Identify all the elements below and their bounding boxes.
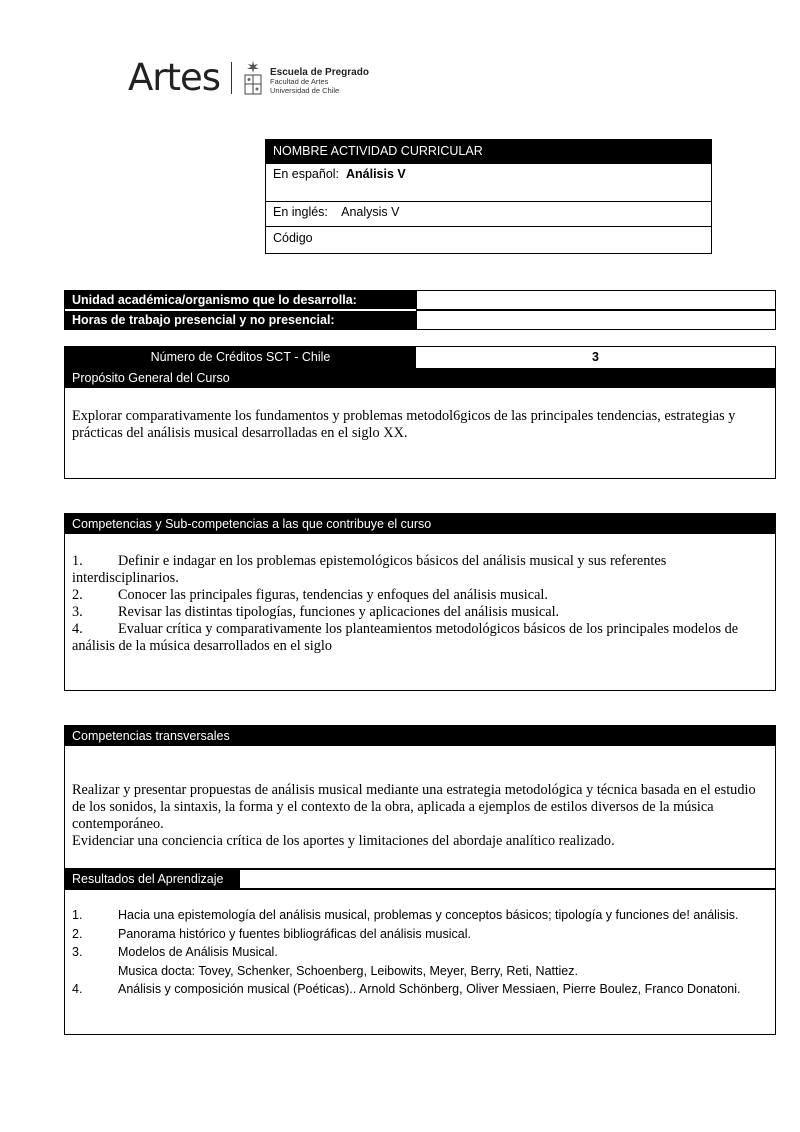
list-item: [72, 604, 769, 621]
item-number: 3.: [72, 945, 83, 959]
creditos-value: 3: [592, 350, 599, 364]
transversales-resultados-table: [64, 725, 776, 1035]
list-item: [72, 943, 769, 962]
ingles-label: En inglés:: [273, 205, 328, 219]
item-text: Panorama histórico y fuentes bibliográficas del análisis musical.: [118, 926, 471, 941]
resultados-list: [72, 906, 769, 999]
competencias-header: Competencias y Sub-competencias a las que contribuye el curso: [65, 514, 775, 534]
resultados-sub-item: Musica docta: Tovey, Schenker, Schoenberg, Leibowits, Meyer, Berry, Reti, Nattiez.: [118, 963, 578, 978]
university-seal-icon: [241, 60, 265, 96]
espanol-label: En español:: [273, 167, 340, 181]
item-text: Definir e indagar en los problemas epistemológicos básicos del análisis musical y sus referentes interdisciplinarios.: [72, 553, 667, 586]
item-number: 4.: [72, 621, 83, 637]
creditos-label: Número de Créditos SCT - Chile: [65, 347, 416, 368]
transversales-header: Competencias transversales: [65, 726, 775, 746]
unidad-horas-table: [64, 290, 776, 330]
codigo-row: [266, 226, 711, 253]
logo-text: [270, 68, 369, 95]
creditos-proposito-table: [64, 346, 776, 479]
logo-divider: [231, 62, 232, 94]
item-number: 4.: [72, 982, 83, 996]
item-number: 3.: [72, 604, 83, 620]
codigo-label: Código: [273, 231, 313, 245]
ingles-value: Analysis V: [341, 205, 400, 219]
competencias-table: [64, 513, 776, 691]
unidad-value: [416, 291, 775, 309]
logo-university: Universidad de Chile: [270, 86, 340, 95]
transversales-text-1: Realizar y presentar propuestas de análisis musical mediante una estrategia metodológica y técnica basada en el estudio de los sonidos, la sintaxis, la forma y el contexto de la obra, aplicada a ejemplos de estilos diversos de la música contemporáneo.: [72, 782, 756, 832]
item-number: 2.: [72, 926, 83, 941]
list-item: [72, 906, 769, 925]
espanol-row: [266, 163, 711, 201]
ingles-row: [266, 201, 711, 226]
item-text: Conocer las principales figuras, tendencias y enfoques del análisis musical.: [118, 587, 548, 603]
item-number: 2.: [72, 587, 83, 603]
logo-school: Escuela de Pregrado: [270, 67, 369, 78]
proposito-header: Propósito General del Curso: [65, 368, 775, 388]
unidad-label: Unidad académica/organismo que lo desarrolla:: [65, 291, 416, 309]
item-text: Análisis y composición musical (Poéticas).. Arnold Schönberg, Oliver Messiaen, Pierre Boulez, Franco Donatoni.: [118, 982, 741, 996]
resultados-bottom-separator: [65, 888, 775, 890]
transversales-body: [72, 782, 769, 850]
horas-label: Horas de trabajo presencial y no presencial:: [65, 311, 416, 329]
item-text: Modelos de Análisis Musical.: [118, 945, 278, 959]
logo-wordmark: Artes: [128, 56, 221, 99]
list-item: [72, 980, 769, 999]
item-text: Revisar las distintas tipologías, funciones y aplicaciones del análisis musical.: [118, 604, 560, 620]
item-number: 1.: [72, 908, 83, 922]
list-item: [72, 925, 769, 944]
proposito-text: Explorar comparativamente los fundamentos y problemas metodol6gicos de las principales tendencias, estrategias y prácticas del análisis musical desarrolladas en el siglo XX.: [72, 408, 736, 441]
logo-faculty: Facultad de Artes: [270, 77, 329, 86]
artes-logo: [128, 56, 378, 100]
competencias-list: [72, 553, 769, 655]
item-text: Evaluar crítica y comparativamente los planteamientos metodológicos básicos de los principales modelos de análisis de la música desarrollados en el siglo: [72, 621, 739, 654]
espanol-value: Análisis V: [345, 167, 406, 181]
list-item: [72, 621, 769, 655]
list-item: [72, 587, 769, 604]
horas-value: [416, 311, 775, 329]
transversales-text-2: Evidenciar una conciencia crítica de los aportes y limitaciones del abordaje analítico realizado.: [72, 833, 615, 849]
resultados-header: Resultados del Aprendizaje: [65, 870, 240, 888]
nombre-actividad-header: NOMBRE ACTIVIDAD CURRICULAR: [266, 140, 711, 163]
list-item: [72, 553, 769, 587]
nombre-actividad-table: [265, 139, 712, 254]
item-number: 1.: [72, 553, 83, 569]
item-text: Hacia una epistemología del análisis musical, problemas y conceptos básicos; tipología y funciones de! análisis.: [118, 908, 739, 922]
